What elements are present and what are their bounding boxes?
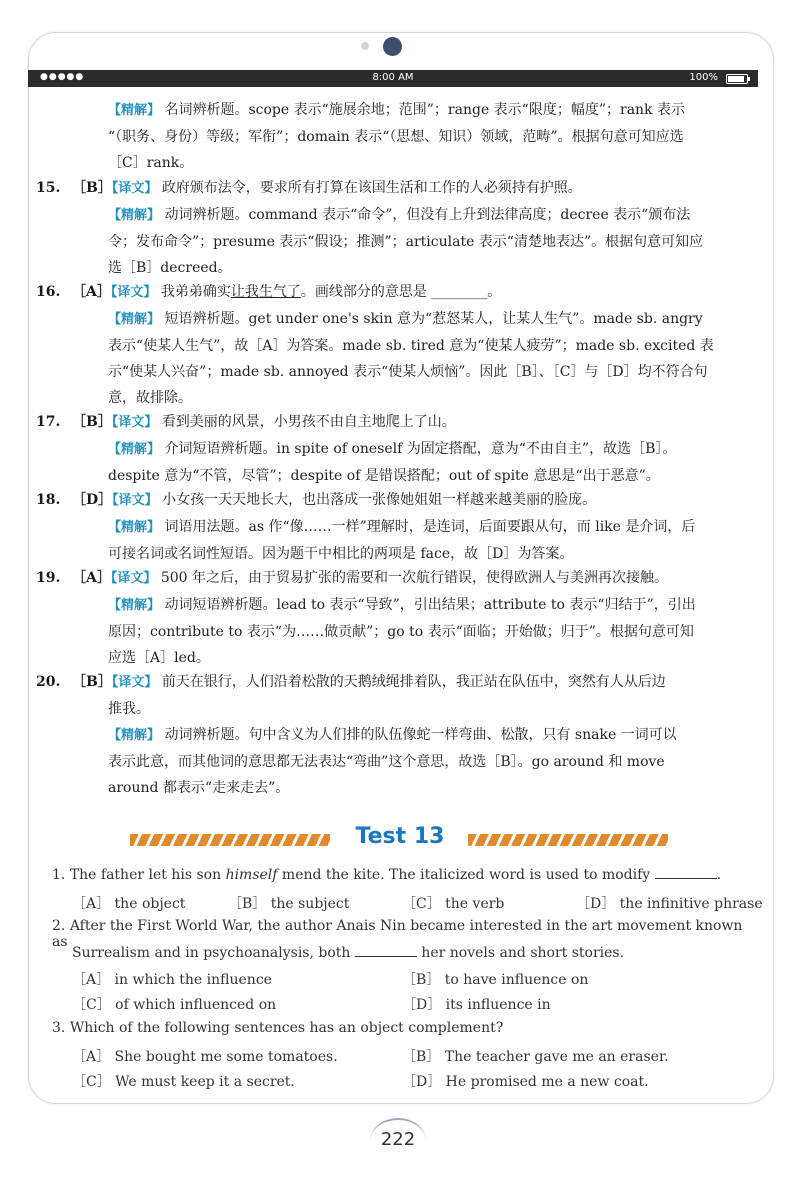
yiwen-tag: 【译文】 bbox=[111, 415, 158, 430]
option-b[interactable]: ［B］ to have influence on bbox=[402, 972, 589, 988]
entry-16 bbox=[36, 279, 752, 409]
jingjie-tag: 【精解】 bbox=[108, 728, 161, 743]
test-title: Test 13 bbox=[355, 824, 445, 849]
explanation-line: around 都表示“走来走去”。 bbox=[108, 780, 290, 796]
question-text: . bbox=[716, 867, 722, 883]
question-number: 17. bbox=[36, 414, 61, 430]
option-a[interactable]: ［A］ the object bbox=[72, 896, 186, 912]
option-b[interactable]: ［B］ the subject bbox=[228, 896, 350, 912]
explanation-line: despite 意为“不管，尽管”；despite of 是错误搭配；out of spite 意思是“出于恶意”。 bbox=[108, 468, 660, 484]
explanation-line bbox=[36, 592, 752, 619]
question-number: 3. bbox=[52, 1020, 66, 1036]
status-time: 8:00 AM bbox=[372, 72, 414, 83]
jingjie-tag: 【精解】 bbox=[108, 598, 161, 613]
explanation-line bbox=[36, 436, 752, 463]
jingjie-tag: 【精解】 bbox=[108, 520, 161, 535]
explanation-line: 应选［A］led。 bbox=[108, 650, 210, 666]
option-c[interactable]: ［C］ the verb bbox=[402, 896, 505, 912]
question-1 bbox=[52, 866, 752, 883]
question-number: 19. bbox=[36, 570, 61, 586]
explanation-text: 名词辨析题。scope 表示“施展余地；范围”；range 表示“限度；幅度”；rank 表示 bbox=[164, 102, 685, 118]
translation-text: 看到美丽的风景，小男孩不由自主地爬上了山。 bbox=[161, 414, 456, 430]
question-number: 2. bbox=[52, 918, 66, 934]
explanation-line bbox=[36, 97, 752, 124]
question-text: After the First World War, the author Anais Nin became interested in the art movement known as bbox=[52, 918, 743, 950]
option-c[interactable]: ［C］ of which influenced on bbox=[72, 997, 277, 1013]
italic-word: himself bbox=[225, 867, 278, 883]
answer-letter: ［B］ bbox=[72, 674, 112, 690]
question-text: her novels and short stories. bbox=[421, 945, 625, 961]
explanation-line: 令；发布命令”；presume 表示“假设；推测”；articulate 表示“清楚地表达”。根据句意可知应 bbox=[108, 234, 704, 250]
yiwen-tag: 【译文】 bbox=[111, 181, 158, 196]
answer-letter: ［B］ bbox=[72, 414, 112, 430]
jingjie-tag: 【精解】 bbox=[108, 312, 161, 327]
option-a[interactable]: ［A］ in which the influence bbox=[72, 972, 272, 988]
translation-text: 。画线部分的意思是 ________。 bbox=[300, 284, 502, 300]
explanation-line: 表示此意，而其他词的意思都无法表达“弯曲”这个意思，故选［B］。go around 和 move bbox=[108, 754, 665, 770]
explanation-text: 动词辨析题。command 表示“命令”，但没有上升到法律高度；decree 表示“颁布法 bbox=[164, 207, 691, 223]
explanation-line: 选［B］decreed。 bbox=[108, 260, 232, 276]
answer-letter: ［D］ bbox=[72, 492, 113, 508]
explanation-line bbox=[36, 722, 752, 749]
explanation-line: “（职务、身份）等级；军衔”；domain 表示“（思想、知识）领域，范畴”。根据句意可知应选 bbox=[108, 129, 684, 145]
answer-letter: ［A］ bbox=[72, 284, 111, 300]
explanation-line: 意，故排除。 bbox=[108, 390, 192, 406]
option-d[interactable]: ［D］ its influence in bbox=[402, 997, 551, 1013]
question-number: 1. bbox=[52, 867, 66, 883]
translation-line bbox=[36, 409, 752, 436]
translation-line bbox=[36, 487, 752, 514]
entry-19 bbox=[36, 565, 752, 669]
translation-line bbox=[36, 669, 752, 696]
question-text: mend the kite. The italicized word is used to modify bbox=[277, 867, 651, 883]
question-number: 20. bbox=[36, 674, 61, 690]
question-2-line-2 bbox=[72, 944, 772, 961]
battery-percent: 100% bbox=[689, 72, 718, 83]
answer-letter: ［A］ bbox=[72, 570, 111, 586]
question-3 bbox=[52, 1020, 752, 1036]
translation-line bbox=[36, 175, 752, 202]
entry-20 bbox=[36, 669, 752, 799]
explanation-line: 表示“使某人生气”，故［A］为答案。made sb. tired 意为“使某人疲劳”；made sb. excited 表 bbox=[108, 338, 714, 354]
translation-line bbox=[36, 279, 752, 306]
explanation-text: 短语辨析题。get under one's skin 意为“惹怒某人，让某人生气”。made sb. angry bbox=[164, 311, 703, 327]
explanation-line: ［C］rank。 bbox=[108, 155, 194, 171]
yiwen-tag: 【译文】 bbox=[111, 675, 158, 690]
question-number: 15. bbox=[36, 180, 61, 196]
question-number: 16. bbox=[36, 284, 61, 300]
answer-blank bbox=[355, 944, 417, 957]
decorative-stripes bbox=[468, 834, 668, 846]
sensor-dot bbox=[361, 42, 369, 50]
option-d[interactable]: ［D］ He promised me a new coat. bbox=[402, 1074, 649, 1090]
translation-text: 前天在银行，人们沿着松散的天鹅绒绳排着队，我正站在队伍中，突然有人从后边 bbox=[161, 674, 666, 690]
explanation-text: 动词辨析题。句中含义为人们排的队伍像蛇一样弯曲、松散，只有 snake 一词可以 bbox=[164, 727, 677, 743]
explanation-line bbox=[36, 202, 752, 229]
question-text: Which of the following sentences has an object complement? bbox=[69, 1020, 504, 1036]
translation-text: 我弟弟确实 bbox=[160, 284, 231, 300]
yiwen-tag: 【译文】 bbox=[112, 493, 158, 508]
entry-14-continued bbox=[36, 97, 752, 175]
translation-line bbox=[36, 565, 752, 592]
option-a[interactable]: ［A］ She bought me some tomatoes. bbox=[72, 1049, 338, 1065]
answer-blank bbox=[655, 866, 717, 879]
jingjie-tag: 【精解】 bbox=[108, 103, 161, 118]
explanation-text: 词语用法题。as 作“像……一样”理解时，是连词，后面要跟从句，而 like 是介词，后 bbox=[164, 519, 696, 535]
entry-15 bbox=[36, 175, 752, 279]
signal-icon: ●●●●● bbox=[40, 72, 85, 82]
entry-18 bbox=[36, 487, 752, 565]
translation-line: 推我。 bbox=[108, 701, 150, 717]
option-b[interactable]: ［B］ The teacher gave me an eraser. bbox=[402, 1049, 669, 1065]
jingjie-tag: 【精解】 bbox=[108, 208, 161, 223]
explanation-line: 示“使某人兴奋”；made sb. annoyed 表示“使某人烦恼”。因此［B］、［C］与［D］均不符合句 bbox=[108, 364, 708, 380]
question-text: The father let his son bbox=[69, 867, 226, 883]
underlined-phrase: 让我生气了 bbox=[230, 284, 301, 300]
test-header bbox=[0, 822, 800, 862]
camera-dot bbox=[383, 37, 402, 56]
explanation-text: 动词短语辨析题。lead to 表示“导致”，引出结果；attribute to 表示“归结于”，引出 bbox=[164, 597, 696, 613]
translation-text: 小女孩一天天地长大，也出落成一张像她姐姐一样越来越美丽的脸庞。 bbox=[162, 492, 597, 508]
explanation-text: 介词短语辨析题。in spite of oneself 为固定搭配，意为“不由自主”，故选［B］。 bbox=[164, 441, 677, 457]
jingjie-tag: 【精解】 bbox=[108, 442, 161, 457]
yiwen-tag: 【译文】 bbox=[110, 571, 157, 586]
option-d[interactable]: ［D］ the infinitive phrase bbox=[576, 896, 763, 912]
status-bar bbox=[28, 70, 758, 87]
entry-17 bbox=[36, 409, 752, 487]
explanation-line: 可接名词或名词性短语。因为题干中相比的两项是 face，故［D］为答案。 bbox=[108, 546, 574, 562]
question-text: Surrealism and in psychoanalysis, both bbox=[72, 945, 351, 961]
answer-letter: ［B］ bbox=[72, 180, 112, 196]
explanation-line bbox=[36, 514, 752, 541]
yiwen-tag: 【译文】 bbox=[110, 285, 157, 300]
battery-icon bbox=[726, 74, 748, 84]
answer-explanations bbox=[36, 97, 752, 799]
question-number: 18. bbox=[36, 492, 61, 508]
translation-text: 政府颁布法令，要求所有打算在该国生活和工作的人必须持有护照。 bbox=[161, 180, 582, 196]
explanation-line: 原因；contribute to 表示“为……做贡献”；go to 表示“面临；开始做；归于”。根据句意可知 bbox=[108, 624, 694, 640]
explanation-line bbox=[36, 306, 752, 333]
option-c[interactable]: ［C］ We must keep it a secret. bbox=[72, 1074, 295, 1090]
translation-text: 500 年之后，由于贸易扩张的需要和一次航行错误，使得欧洲人与美洲再次接触。 bbox=[160, 570, 669, 586]
page-number: 222 bbox=[370, 1118, 426, 1164]
